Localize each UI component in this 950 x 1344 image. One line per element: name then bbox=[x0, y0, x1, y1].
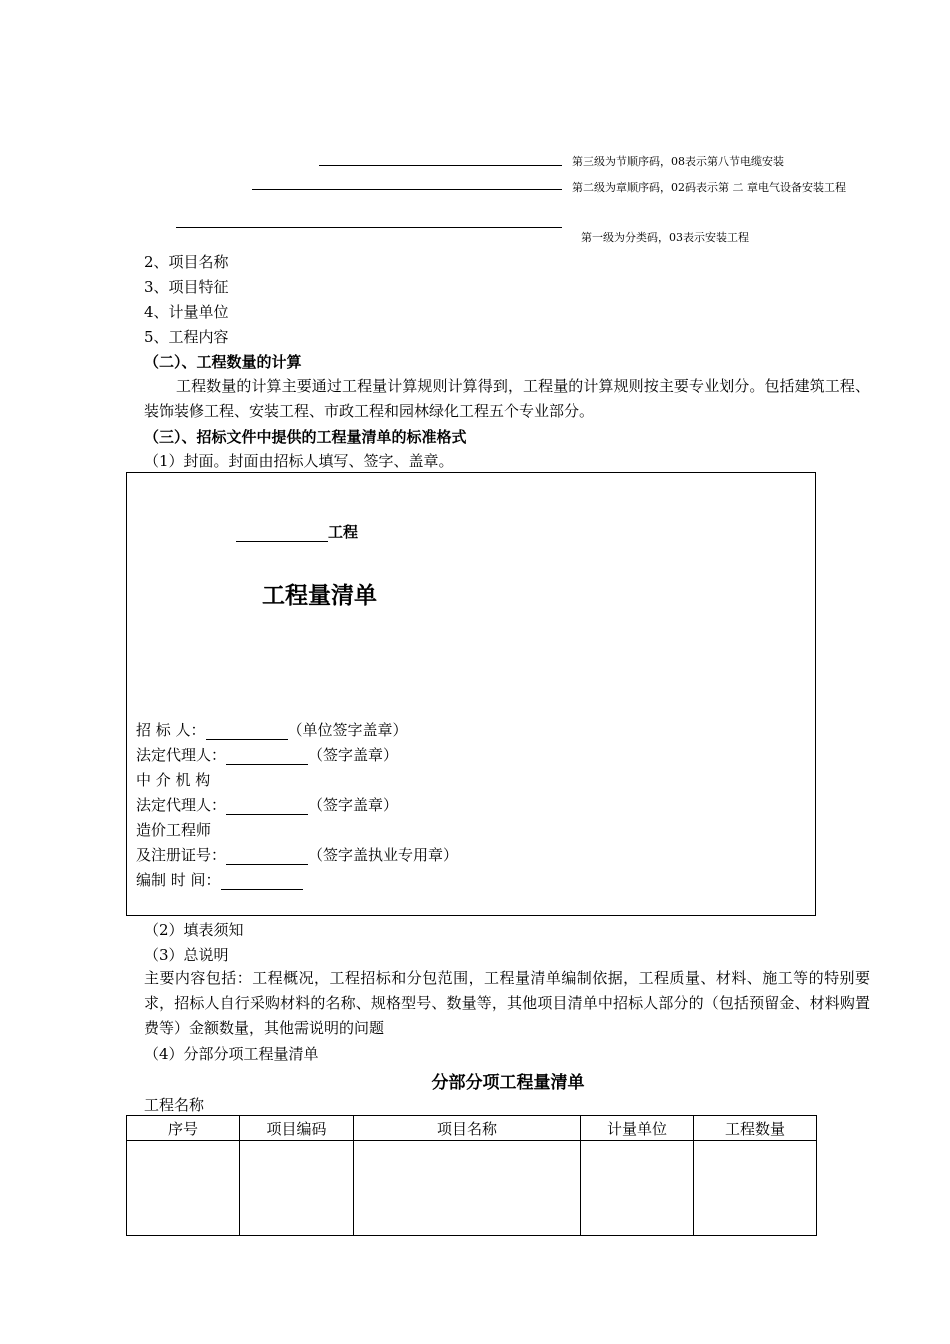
cover-row-cost-engineer: 造价工程师 bbox=[136, 821, 212, 839]
bq-table-title: 分部分项工程量清单 bbox=[431, 1073, 585, 1093]
code-note-level1: 第一级为分类码，03表示安装工程 bbox=[581, 231, 749, 244]
project-suffix: 工程 bbox=[328, 523, 359, 541]
section3-heading: （三）、招标文件中提供的工程量清单的标准格式 bbox=[144, 428, 467, 446]
col-header-code: 项目编码 bbox=[240, 1116, 354, 1141]
signature-blank bbox=[206, 721, 288, 740]
item-work-content: 5、工程内容 bbox=[144, 328, 229, 346]
table-row bbox=[127, 1141, 817, 1236]
section3-item1: （1）封面。封面由招标人填写、签字、盖章。 bbox=[144, 452, 454, 470]
code-line-level1 bbox=[176, 227, 562, 228]
date-blank bbox=[221, 871, 303, 890]
section2-body: 工程数量的计算主要通过工程量计算规则计算得到，工程量的计算规则按主要专业划分。包括建筑工程、装饰装修工程、安装工程、市政工程和园林绿化工程五个专业部分。 bbox=[144, 377, 870, 420]
cover-row-legal-rep-1: 法定代理人： （签字盖章） bbox=[136, 746, 399, 764]
bq-project-name-label: 工程名称 bbox=[144, 1096, 205, 1114]
section3-item2: （2）填表须知 bbox=[144, 921, 244, 939]
item-unit: 4、计量单位 bbox=[144, 303, 229, 321]
cover-project-line bbox=[236, 521, 358, 542]
table-cell bbox=[581, 1141, 694, 1236]
code-line-level2 bbox=[252, 189, 562, 190]
section2-heading: （二）、工程数量的计算 bbox=[144, 353, 302, 371]
signature-blank bbox=[226, 796, 308, 815]
section3-item4: （4）分部分项工程量清单 bbox=[144, 1045, 319, 1063]
cover-row-registration: 及注册证号： （签字盖执业专用章） bbox=[136, 846, 459, 864]
signature-blank bbox=[226, 846, 308, 865]
code-note-level3: 第三级为节顺序码，08表示第八节电缆安装 bbox=[572, 155, 784, 168]
code-line-level3 bbox=[319, 165, 562, 166]
code-note-level2: 第二级为章顺序码，02码表示第 二 章电气设备安装工程 bbox=[572, 181, 846, 194]
section3-item3-body: 主要内容包括：工程概况，工程招标和分包范围，工程量清单编制依据，工程质量、材料、施工等的特别要求，招标人自行采购材料的名称、规格型号、数量等，其他项目清单中招标人部分的（包括预留金、材料购置费等）金额数量，其他需说明的问题 bbox=[144, 969, 870, 1037]
item-project-name: 2、项目名称 bbox=[144, 253, 229, 271]
bq-table bbox=[126, 1115, 817, 1236]
table-cell bbox=[127, 1141, 240, 1236]
table-cell bbox=[240, 1141, 354, 1236]
cover-row-agency: 中 介 机 构 bbox=[136, 771, 211, 789]
cover-sample-box bbox=[126, 472, 816, 916]
cover-row-date: 编制 时 间： bbox=[136, 869, 303, 890]
col-header-name: 项目名称 bbox=[354, 1116, 581, 1141]
col-header-unit: 计量单位 bbox=[581, 1116, 694, 1141]
table-cell bbox=[694, 1141, 817, 1236]
col-header-seq: 序号 bbox=[127, 1116, 240, 1141]
cover-row-tenderer: 招 标 人： （单位签字盖章） bbox=[136, 721, 408, 739]
table-header-row bbox=[127, 1116, 817, 1141]
section3-item3: （3）总说明 bbox=[144, 946, 229, 964]
cover-row-legal-rep-2: 法定代理人： （签字盖章） bbox=[136, 796, 399, 814]
col-header-quantity: 工程数量 bbox=[694, 1116, 817, 1141]
table-cell bbox=[354, 1141, 581, 1236]
cover-title: 工程量清单 bbox=[262, 583, 377, 609]
signature-blank bbox=[226, 746, 308, 765]
item-project-features: 3、项目特征 bbox=[144, 278, 229, 296]
project-name-blank bbox=[236, 523, 328, 542]
